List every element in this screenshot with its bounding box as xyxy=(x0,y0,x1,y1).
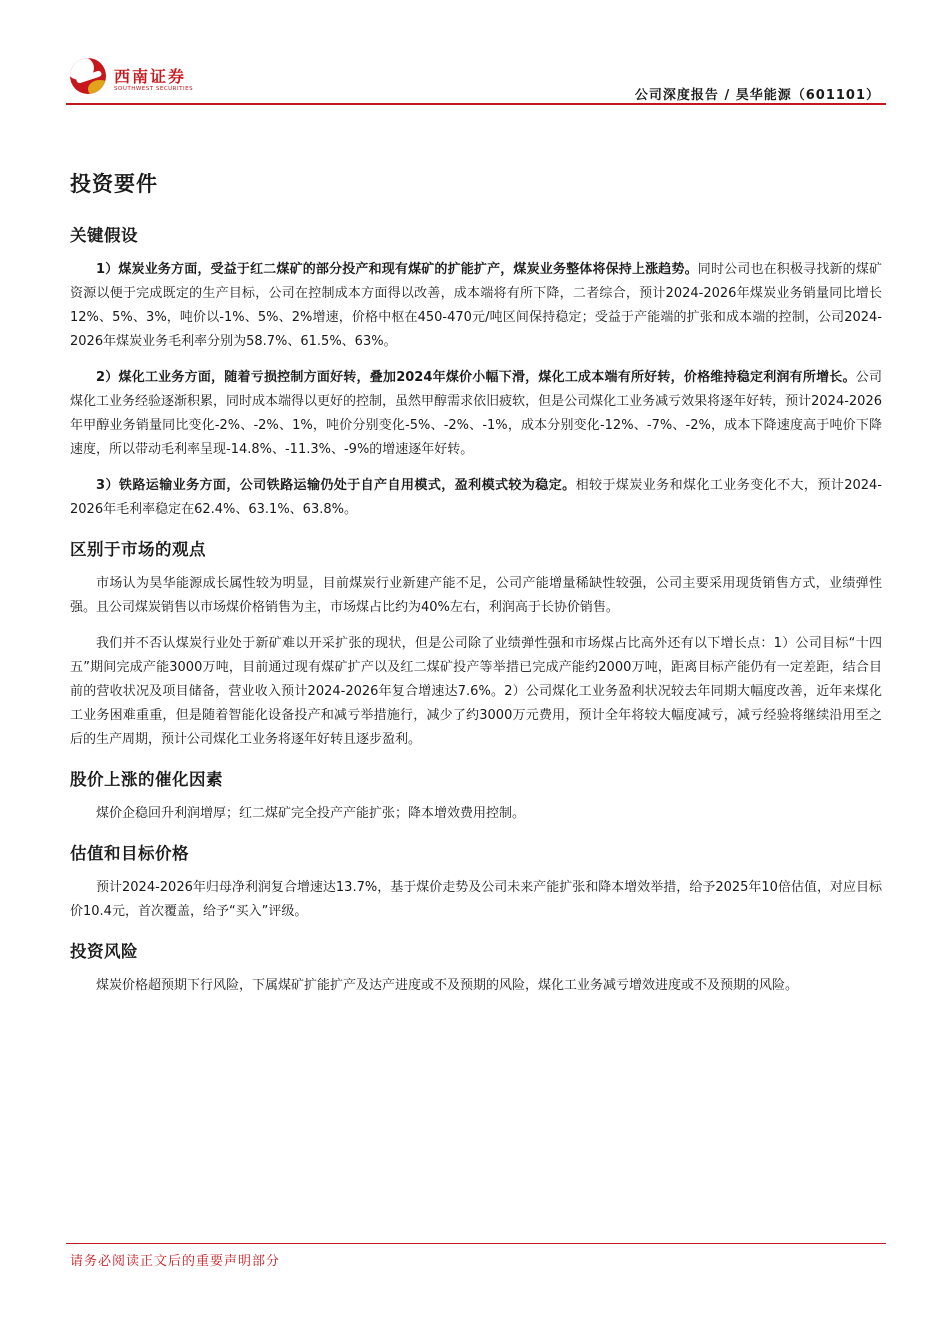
page-header xyxy=(66,52,886,102)
section-heading-differentiated-view: 区别于市场的观点 xyxy=(70,540,206,559)
main-content xyxy=(70,168,882,1010)
page-title: 投资要件 xyxy=(70,172,158,196)
brand-name-en: SOUTHWEST SECURITIES xyxy=(114,86,194,92)
paragraph-body: 公司煤化工业务经验逐渐积累，同时成本端得以更好的控制，虽然甲醇需求依旧疲软，但是公司煤化工业务减亏效果将逐年好转，预计2024-2026年甲醇业务销量同比变化-2%、-2%、1%，吨价分别变化-5%、-2%、-1%，成本分别变化-12%、-7%、-2%，成本下降速度高于吨价下降速度，所以带动毛利率呈现-14.8%、-11.3%、-9%的增速逐年好转。 xyxy=(70,370,882,457)
paragraph-risks: 煤炭价格超预期下行风险，下属煤矿扩能扩产及达产进度或不及预期的风险，煤化工业务减亏增效进度或不及预期的风险。 xyxy=(96,978,799,993)
footer-disclaimer: 请务必阅读正文后的重要声明部分 xyxy=(70,1254,281,1269)
paragraph-lead: 2）煤化工业务方面，随着亏损控制方面好转，叠加2024年煤价小幅下滑，煤化工成本端有所好转，价格维持稳定利润有所增长。 xyxy=(96,370,856,385)
paragraph-valuation: 预计2024-2026年归母净利润复合增速达13.7%，基于煤价走势及公司未来产能扩张和降本增效举措，给予2025年10倍估值，对应目标价10.4元，首次覆盖，给予“买入”评级。 xyxy=(70,880,882,919)
section-heading-valuation: 估值和目标价格 xyxy=(70,844,189,863)
section-heading-catalysts: 股价上涨的催化因素 xyxy=(70,770,223,789)
footer-divider xyxy=(66,1243,886,1244)
paragraph-catalysts: 煤价企稳回升利润增厚；红二煤矿完全投产产能扩张；降本增效费用控制。 xyxy=(96,806,526,821)
southwest-securities-logo-icon xyxy=(70,58,106,94)
paragraph-coal-business xyxy=(70,258,882,354)
paragraph-coal-chemical-business xyxy=(70,366,882,462)
paragraph-our-view: 我们并不否认煤炭行业处于新矿难以开采扩张的现状，但是公司除了业绩弹性强和市场煤占比高外还有以下增长点：1）公司目标“十四五”期间完成产能3000万吨，目前通过现有煤矿扩产以及红二煤矿投产等举措已完成产能约2000万吨，距离目标产能仍有一定差距，结合目前的营收状况及项目储备，营业收入预计2024-2026年复合增速达7.6%。2）公司煤化工业务盈利状况较去年同期大幅度改善，近年来煤化工业务困难重重，但是随着智能化设备投产和减亏举措施行，减少了约3000万元费用，预计全年将较大幅度减亏，减亏经验将继续沿用至之后的生产周期，预计公司煤化工业务将逐年好转且逐步盈利。 xyxy=(70,636,882,747)
paragraph-lead: 1）煤炭业务方面，受益于红二煤矿的部分投产和现有煤矿的扩能扩产，煤炭业务整体将保持上涨趋势。 xyxy=(96,262,698,277)
brand-name-cn: 西南证券 xyxy=(114,67,187,86)
section-heading-risks: 投资风险 xyxy=(70,942,138,961)
report-title: 公司深度报告 / 昊华能源（601101） xyxy=(634,88,880,103)
paragraph-body: 同时公司也在积极寻找新的煤矿资源以便于完成既定的生产目标，公司在控制成本方面得以改善，成本端将有所下降，二者综合，预计2024-2026年煤炭业务销量同比增长12%、5%、3%，吨价以-1%、5%、2%增速，价格中枢在450-470元/吨区间保持稳定；受益于产能端的扩张和成本端的控制，公司2024-2026年煤炭业务毛利率分别为58.7%、61.5%、63%。 xyxy=(70,262,882,349)
paragraph-lead: 3）铁路运输业务方面，公司铁路运输仍处于自产自用模式，盈利模式较为稳定。 xyxy=(96,478,576,493)
paragraph-body: 相较于煤炭业务和煤化工业务变化不大，预计2024-2026年毛利率稳定在62.4%、63.1%、63.8%。 xyxy=(70,478,883,517)
paragraph-railway-business xyxy=(70,474,882,522)
header-divider xyxy=(66,103,886,105)
section-heading-key-assumptions: 关键假设 xyxy=(70,226,138,245)
paragraph-market-view: 市场认为昊华能源成长属性较为明显，目前煤炭行业新建产能不足，公司产能增量稀缺性较强，公司主要采用现货销售方式，业绩弹性强。且公司煤炭销售以市场煤价格销售为主，市场煤占比约为40%左右，利润高于长协价销售。 xyxy=(70,576,882,615)
